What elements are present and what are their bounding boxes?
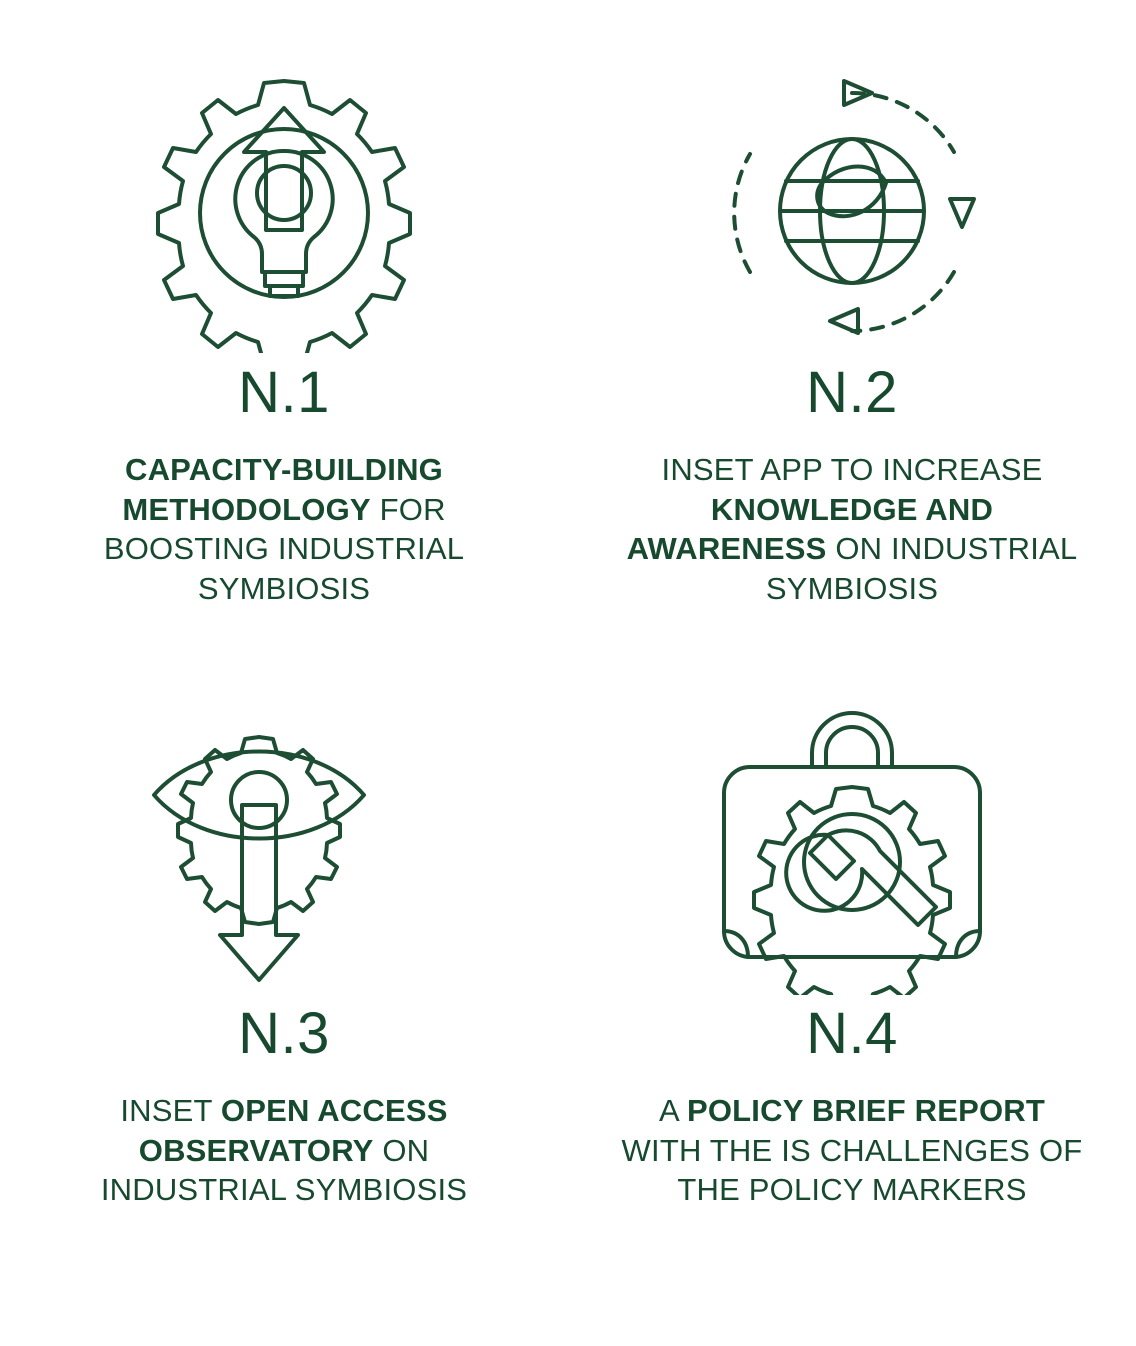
item-caption: INSET OPEN ACCESS OBSERVATORY ON INDUSTRIAL SYMBIOSIS <box>100 1093 468 1208</box>
gear-lightbulb-arrow-icon <box>119 58 449 358</box>
item-caption: A POLICY BRIEF REPORT WITH THE IS CHALLENGES OF THE POLICY MARKERS <box>621 1093 1083 1208</box>
item-number: N.4 <box>806 1001 898 1066</box>
result-card-4 <box>568 673 1136 1346</box>
eye-gear-download-arrow-icon <box>119 695 449 995</box>
globe-recycle-arrows-icon <box>687 58 1017 358</box>
result-card-1 <box>0 0 568 673</box>
item-number: N.3 <box>238 1001 330 1066</box>
result-card-2 <box>568 0 1136 673</box>
item-number: N.2 <box>806 360 898 425</box>
result-card-3 <box>0 673 568 1346</box>
toolbox-gear-wrench-icon <box>687 695 1017 995</box>
item-caption: CAPACITY-BUILDING METHODOLOGY FOR BOOSTING INDUSTRIAL SYMBIOSIS <box>103 452 465 607</box>
item-caption: INSET APP TO INCREASE KNOWLEDGE AND AWARENESS ON INDUSTRIAL SYMBIOSIS <box>626 452 1078 607</box>
item-number: N.1 <box>238 360 330 425</box>
